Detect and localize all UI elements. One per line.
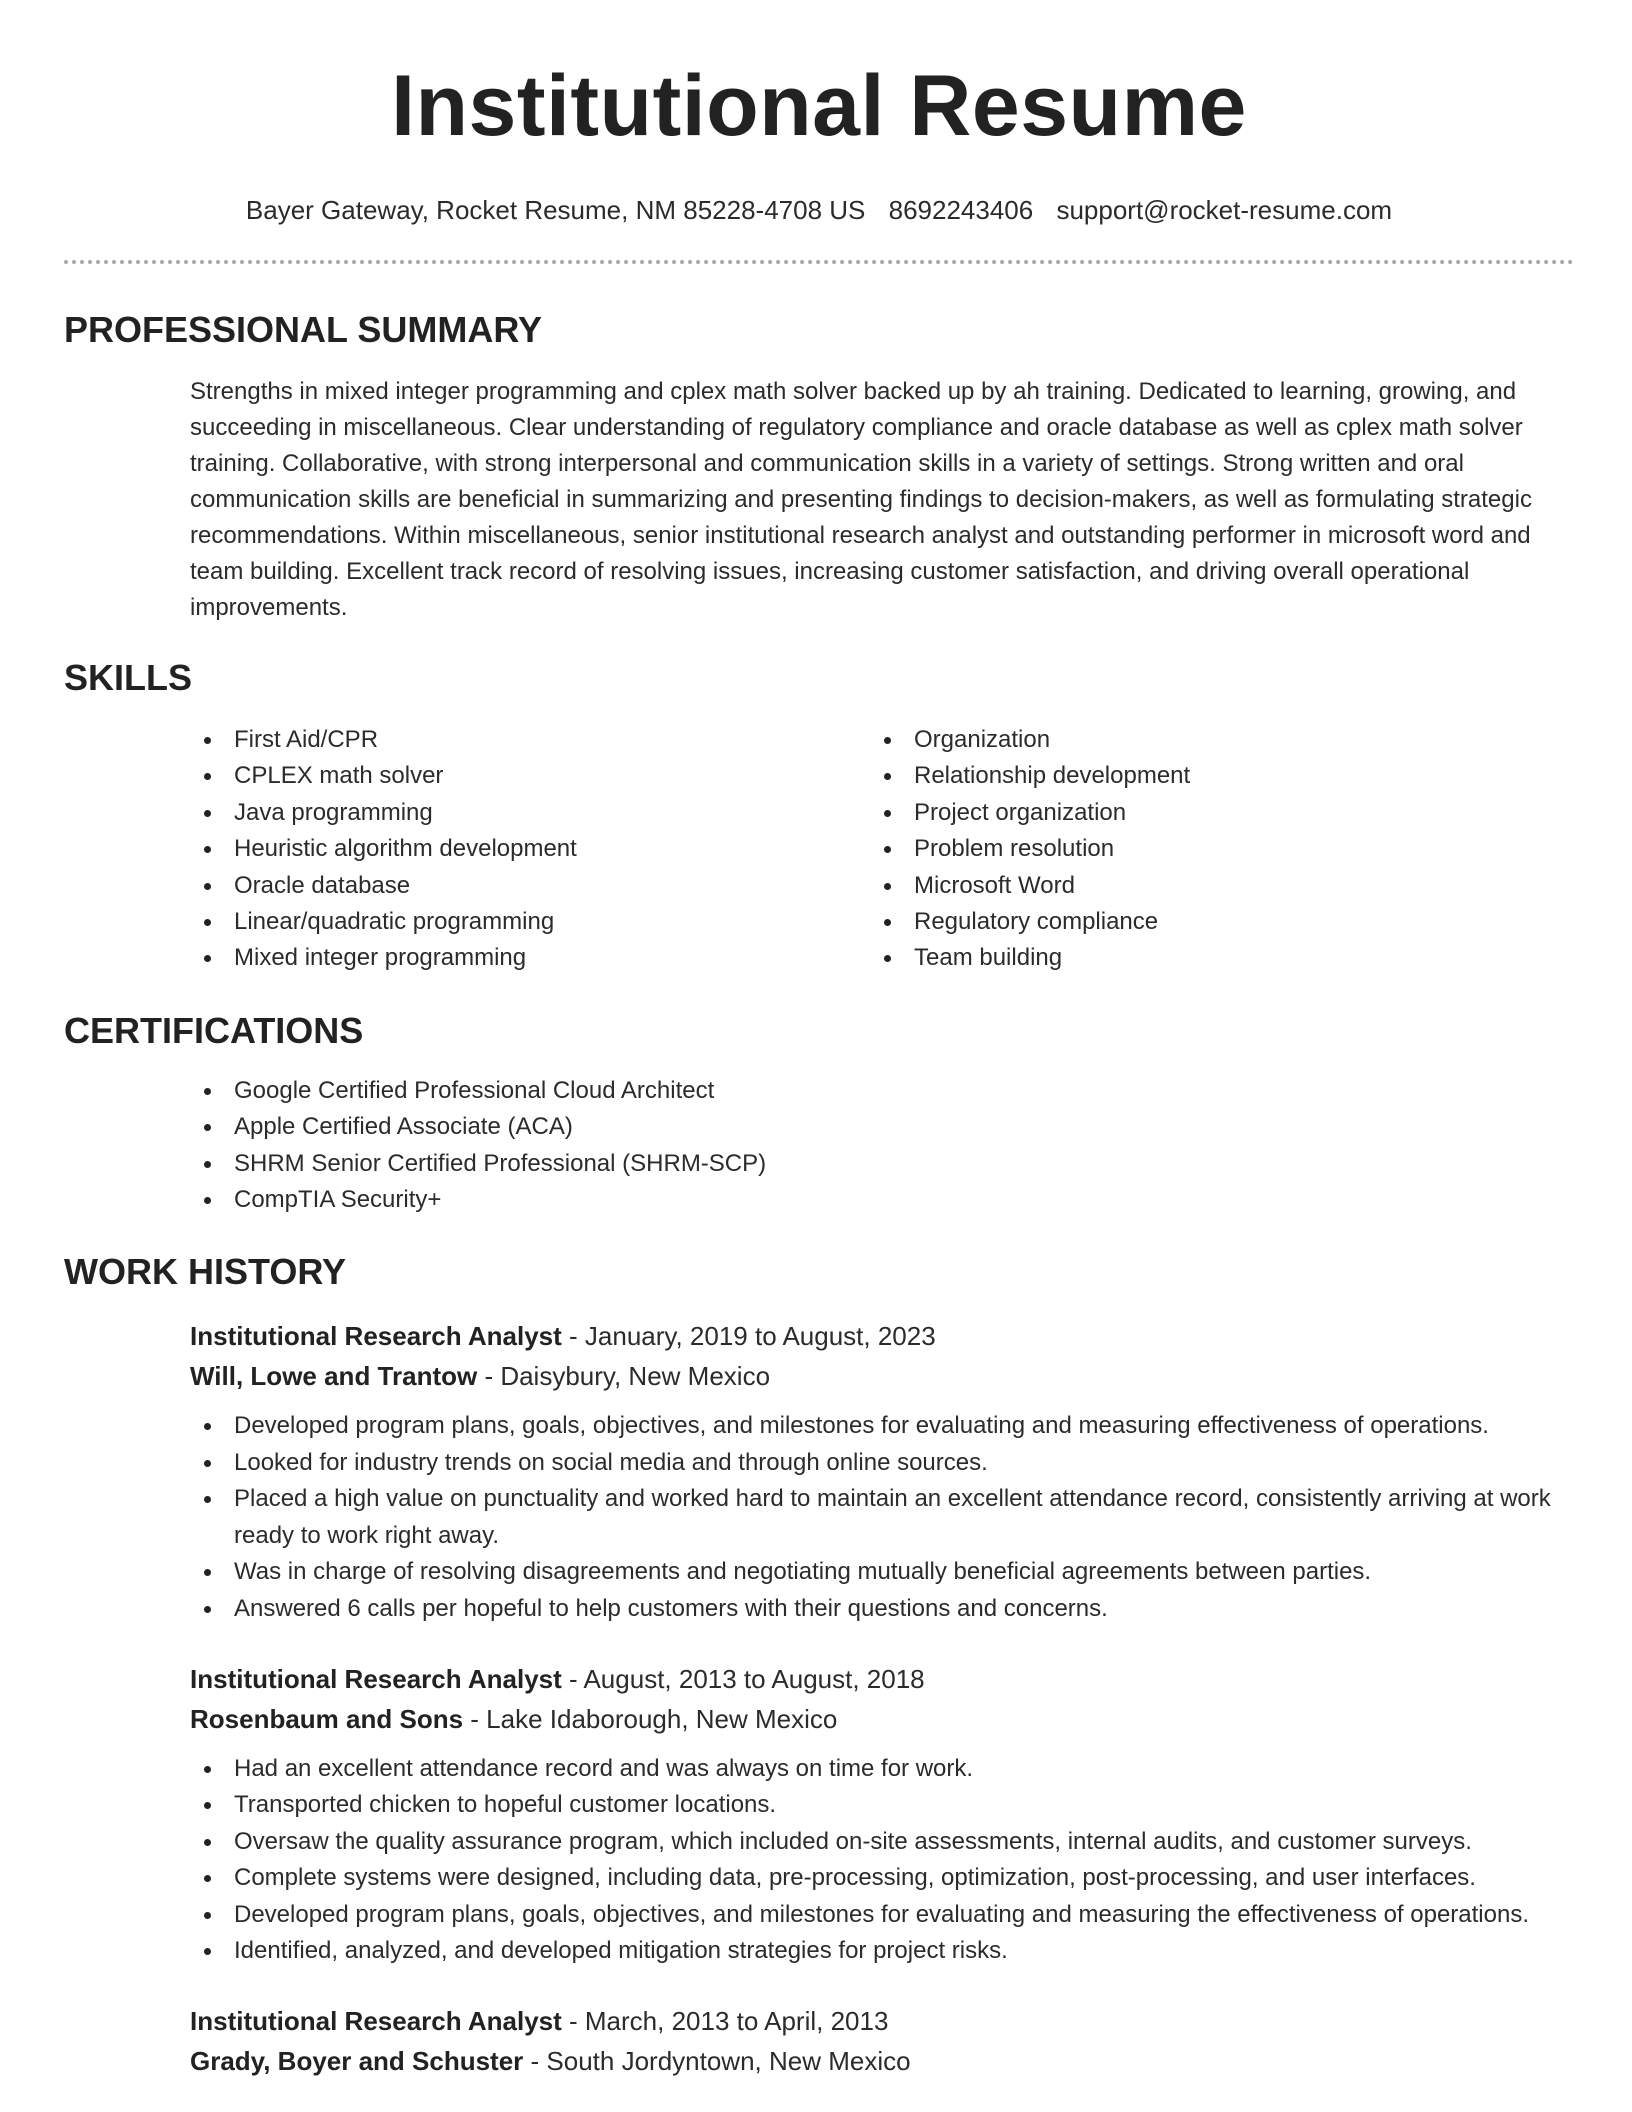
skill-item: Java programming bbox=[190, 795, 870, 831]
job-location: - Daisybury, New Mexico bbox=[477, 1361, 771, 1392]
skills-list-right bbox=[870, 722, 1550, 977]
section-title-summary: PROFESSIONAL SUMMARY bbox=[64, 309, 543, 350]
job-role-line bbox=[190, 1659, 1574, 1699]
skill-item: Mixed integer programming bbox=[190, 940, 870, 976]
job-bullet: Oversaw the quality assurance program, which included on-site assessments, internal audits, and customer surveys. bbox=[190, 1824, 1574, 1860]
skill-item: CPLEX math solver bbox=[190, 758, 870, 794]
skill-item: Project organization bbox=[870, 795, 1550, 831]
skills-grid bbox=[190, 722, 1574, 977]
job-company-line bbox=[190, 1356, 1574, 1396]
skill-item: Organization bbox=[870, 722, 1550, 758]
job-bullet: Transported chicken to hopeful customer locations. bbox=[190, 1787, 1574, 1823]
job-entry bbox=[190, 1659, 1574, 1969]
contact-email: support@rocket-resume.com bbox=[1056, 195, 1393, 225]
section-title-work-history: WORK HISTORY bbox=[64, 1251, 347, 1293]
job-dates: - January, 2019 to August, 2023 bbox=[561, 1321, 936, 1352]
job-bullet: Identified, analyzed, and developed mitigation strategies for project risks. bbox=[190, 1933, 1574, 1969]
summary-text: Strengths in mixed integer programming and cplex math solver backed up by ah training. Dedicated to learning, growing, and succeeding in miscellaneous. Clear understanding of regulatory compliance and oracle database as well as cplex math solver training. Collaborative, with strong interpersonal and communication skills in a variety of settings. Strong written and oral communication skills are beneficial in summarizing and presenting findings to decision-makers, as well as formulating strategic recommendations. Within miscellaneous, senior institutional research analyst and outstanding performer in microsoft word and team building. Excellent track record of resolving issues, increasing customer satisfaction, and driving overall operational improvements. bbox=[190, 378, 1532, 621]
skill-item: First Aid/CPR bbox=[190, 722, 870, 758]
skill-item: Heuristic algorithm development bbox=[190, 831, 870, 867]
job-bullet: Looked for industry trends on social media and through online sources. bbox=[190, 1445, 1574, 1481]
certification-item: CompTIA Security+ bbox=[190, 1182, 1574, 1218]
job-bullet: Placed a high value on punctuality and worked hard to maintain an excellent attendance record, consistently arriving at work ready to work right away. bbox=[190, 1481, 1574, 1554]
certification-item: SHRM Senior Certified Professional (SHRM-SCP) bbox=[190, 1146, 1574, 1182]
skill-item: Team building bbox=[870, 940, 1550, 976]
job-company-line bbox=[190, 1699, 1574, 1739]
resume-page bbox=[64, 0, 1574, 2081]
job-bullet-list bbox=[190, 1751, 1574, 1969]
job-company: Rosenbaum and Sons bbox=[190, 1703, 464, 1734]
skill-item: Relationship development bbox=[870, 758, 1550, 794]
contact-phone: 8692243406 bbox=[888, 195, 1034, 225]
job-bullet: Was in charge of resolving disagreements and negotiating mutually beneficial agreements between parties. bbox=[190, 1554, 1574, 1590]
job-location: - South Jordyntown, New Mexico bbox=[523, 2046, 911, 2077]
job-entry bbox=[190, 2001, 1574, 2081]
job-bullet: Complete systems were designed, including data, pre-processing, optimization, post-processing, and user interfaces. bbox=[190, 1860, 1574, 1896]
job-bullet: Developed program plans, goals, objectives, and milestones for evaluating and measuring effectiveness of operations. bbox=[190, 1408, 1574, 1444]
job-role: Institutional Research Analyst bbox=[190, 1663, 562, 1694]
job-bullet: Developed program plans, goals, objectives, and milestones for evaluating and measuring the effectiveness of operations. bbox=[190, 1897, 1574, 1933]
certifications-list bbox=[190, 1073, 1574, 1219]
job-bullet-list bbox=[190, 1408, 1574, 1626]
job-company: Grady, Boyer and Schuster bbox=[190, 2046, 524, 2077]
job-company: Will, Lowe and Trantow bbox=[190, 1361, 478, 1392]
resume-title: Institutional Resume bbox=[391, 58, 1247, 154]
job-dates: - March, 2013 to April, 2013 bbox=[561, 2006, 889, 2037]
skill-item: Microsoft Word bbox=[870, 868, 1550, 904]
job-role-line bbox=[190, 2001, 1574, 2041]
certification-item: Apple Certified Associate (ACA) bbox=[190, 1109, 1574, 1145]
contact-address: Bayer Gateway, Rocket Resume, NM 85228-4708 US bbox=[245, 195, 866, 225]
job-company-line bbox=[190, 2041, 1574, 2081]
skill-item: Regulatory compliance bbox=[870, 904, 1550, 940]
job-role: Institutional Research Analyst bbox=[190, 2006, 562, 2037]
section-title-certifications: CERTIFICATIONS bbox=[64, 1009, 364, 1051]
section-title-skills: SKILLS bbox=[64, 657, 193, 698]
job-location: - Lake Idaborough, New Mexico bbox=[463, 1703, 838, 1734]
job-role-line bbox=[190, 1316, 1574, 1356]
contact-line bbox=[64, 194, 1574, 226]
skill-item: Problem resolution bbox=[870, 831, 1550, 867]
header-divider bbox=[64, 260, 1574, 264]
job-bullet: Had an excellent attendance record and was always on time for work. bbox=[190, 1751, 1574, 1787]
job-bullet: Answered 6 calls per hopeful to help customers with their questions and concerns. bbox=[190, 1591, 1574, 1627]
skill-item: Linear/quadratic programming bbox=[190, 904, 870, 940]
job-entry bbox=[190, 1316, 1574, 1626]
job-dates: - August, 2013 to August, 2018 bbox=[561, 1663, 925, 1694]
skills-list-left bbox=[190, 722, 870, 977]
skill-item: Oracle database bbox=[190, 868, 870, 904]
job-role: Institutional Research Analyst bbox=[190, 1321, 562, 1352]
certification-item: Google Certified Professional Cloud Architect bbox=[190, 1073, 1574, 1109]
